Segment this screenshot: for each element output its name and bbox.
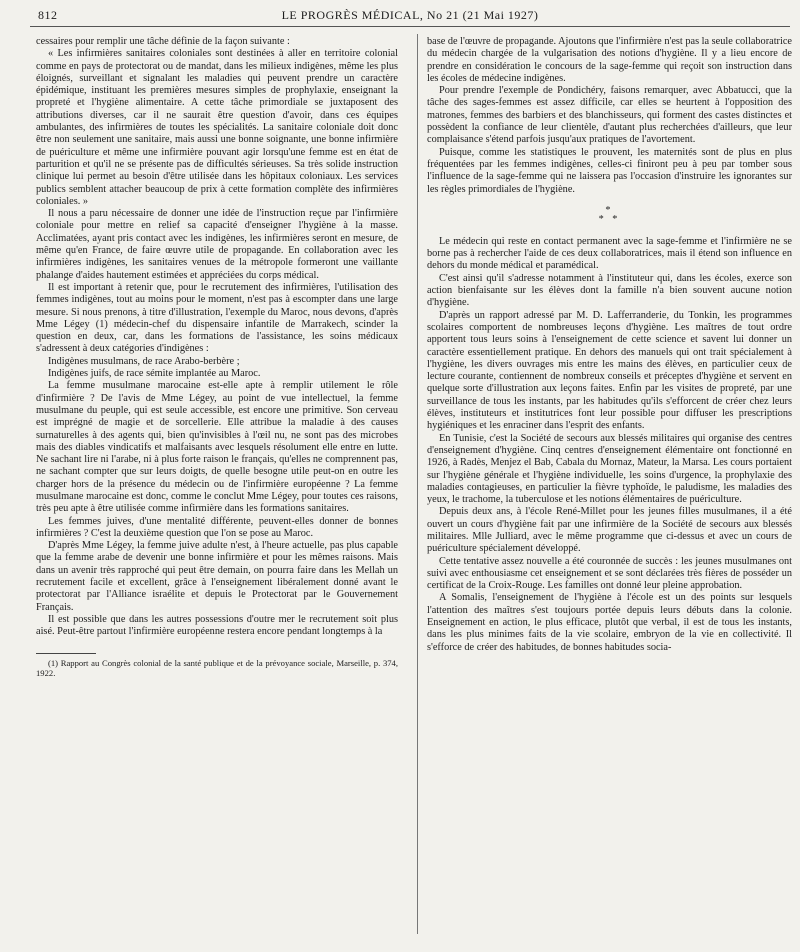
page-number: 812 [38, 8, 58, 22]
paragraph: Il est possible que dans les autres possessions d'outre mer le recrutement soit plus aisé. Peut-être partout l'infirmière européenne restera encore pendant longtemps à la [36, 613, 398, 638]
right-column [427, 36, 792, 654]
paragraph: « Les infirmières sanitaires coloniales sont destinées à aller en territoire colonial comme en pays de protectorat ou de mandat, dans les milieux indigènes, même les plus éloignés, surveillant et signalant les maladies qui peuvent prendre un caractère épidémique, instituant les premières mesures simples de prophylaxie, enseignant la propreté et l'hygiène alimentaire. A cette tâche primordiale se juxtaposent des attributions diverses, car il ne saurait être question d'avoir, dans ces équipes ambulantes, des infirmières de toutes les spécialités. La sanitaire coloniale doit donc être non seulement une sanitaire, mais aussi une bonne soignante, une bonne infirmière de puériculture et même une infirmière pouvant agir lorsqu'une femme est en état de parturition et qu'il ne se présente pas de difficultés sérieuses. Sa très solide instruction clinique lui permet au besoin d'être utilisée dans les hôpitaux coloniaux. Les services publics semblent attacher beaucoup de prix à cette formation complète des infirmières coloniales. » [36, 48, 398, 207]
paragraph: Puisque, comme les statistiques le prouvent, les maternités sont de plus en plus fréquentées par les femmes indigènes, celles-ci finiront peu à peu par tomber sous l'influence de la sage-femme qui ne laissera pas l'occasion d'instruire les ignorantes sur les règles primordiales de l'hygiène. [427, 146, 792, 195]
paragraph: Cette tentative assez nouvelle a été couronnée de succès : les jeunes musulmanes ont suivi avec enthousiasme cet enseignement et se sont déclarées très fières de posséder un certificat de la Croix-Rouge. Les familles ont donné leur pleine approbation. [427, 555, 792, 592]
footnote: (1) Rapport au Congrès colonial de la santé publique et de la prévoyance sociale, Marseille, p. 374, 1922. [36, 657, 398, 678]
paragraph: Depuis deux ans, à l'école René-Millet pour les jeunes filles musulmanes, il a été ouvert un cours d'hygiène fait par une infirmière de la Société de secours aux blessés militaires. Mlle Julliard, avec le même programme que ci-dessus et avec un cours de puériculture spécialement développé. [427, 506, 792, 555]
paragraph: A Somalis, l'enseignement de l'hygiène à l'école est un des points sur lesquels l'attention des maîtres s'est toujours portée depuis leurs débuts dans la colonie. Enseignement en action, le plus efficace, plutôt que verbal, il est de tous les instants, dans les plus minimes faits de la vie scolaire, embryon de la vie en collectivité. Il s'efforce de créer des habitudes, de bonnes habitudes socia- [427, 592, 792, 653]
journal-title: LE PROGRÈS MÉDICAL, No 21 (21 Mai 1927) [281, 8, 539, 22]
page-header [30, 4, 790, 27]
footnote-rule [36, 653, 96, 654]
paragraph: Il nous a paru nécessaire de donner une idée de l'instruction reçue par l'infirmière coloniale pour mettre en relief sa capacité d'enseigner l'hygiène à la masse. Acclimatées, ayant pris contact avec les indigènes, les infirmières seront en mesure, de même qu'en France, de faire œuvre utile de propagande. En collaboration avec les infirmières indigènes, les sanitaires venues de la métropole formeront une vaillante phalange d'aides hautement estimées et appréciées du corps médical. [36, 208, 398, 281]
left-column [36, 36, 398, 678]
list-item: Indigènes musulmans, de race Arabo-berbère ; [48, 355, 240, 367]
paragraph: D'après un rapport adressé par M. D. Lafferranderie, du Tonkin, les programmes scolaires comportent de nombreuses leçons d'hygiène. Les maîtres de tout ordre apportent tous leurs soins à l'enseignement de cette science et savent lui donner un caractère essentiellement pratique. En dehors des manuels qui ont trait spécialement à l'hygiène, les divers ouvrages mis entre les mains des élèves, en particulier ceux de lecture courante, contiennent de nombreux conseils et préceptes d'hygiène et servent en quelque sorte d'illustration aux leçons faites. Enfin par les visites de propreté, par une surveillance de tous les instants, par les habitudes qu'ils s'efforcent de créer chez leurs élèves, instituteurs et institutrices font leur possible pour diffuser les prescriptions hygiéniques et les enraciner dans l'esprit des enfants. [427, 309, 792, 432]
paragraph: base de l'œuvre de propagande. Ajoutons que l'infirmière n'est pas la seule collaboratrice du médecin chargée de la vulgarisation des notions d'hygiène. Il y a lieu encore de prendre en considération le concours de la sage-femme qui reçoit son instruction dans les écoles de médecine indigènes. [427, 36, 792, 84]
paragraph: Les femmes juives, d'une mentalité différente, peuvent-elles donner de bonnes infirmières ? C'est la deuxième question que l'on se pose au Maroc. [36, 515, 398, 539]
paragraph: La femme musulmane marocaine est-elle apte à remplir utilement le rôle d'infirmière ? De l'avis de Mme Légey, au point de vue intellectuel, la femme musulmane du peuple, qui est seule accessible, est encore une primitive. Son cerveau est imprégné de magie et de sorcellerie. Elle attribue la maladie à des causes surnaturelles à des agents qui, bien qu'invisibles à l'œil nu, ne sont pas des microbes mais des diables vindicatifs et malfaisants avec lesquels résolument elle entre en lutte. Ne sachant lire ni l'arabe, ni à plus forte raison le français, qu'elles ne comprennent pas, ne sachant compter que sur leurs doigts, de quelle besogne utile peut-on en outre les charger hors de la présence du médecin ou de l'infirmière européenne ? La femme musulmane marocaine est donc, comme le conclut Mme Légey, pour toutes ces raisons, très peu apte à être utilisée comme infirmière dans les formations sanitaires. [36, 380, 398, 515]
paragraph: D'après Mme Légey, la femme juive adulte n'est, à l'heure actuelle, pas plus capable que la femme arabe de devenir une bonne infirmière et pour les mêmes raisons. Mais dans un avenir très rapproché qui peut être demain, on pourra faire dans les Mellah un recrutement facile et excellent, grâce à l'enseignement libéralement donné avant le protectorat par l'Alliance israélite et depuis le Protectorat par le Gouvernement Français. [36, 540, 398, 613]
list-item: Indigènes juifs, de race sémite implantée au Maroc. [48, 368, 261, 380]
paragraph: Il est important à retenir que, pour le recrutement des infirmières, l'utilisation des femmes indigènes, tout au moins pour le moment, n'est pas à escompter dans une large mesure. Si nous prenons, à titre d'illustration, l'exemple du Maroc, nous devons, d'après Mme Légey (1) médecin-chef du dispensaire infantile de Marrakech, scinder la question en deux, car, dans les formations de l'assistance, les soins médicaux s'adressent à deux catégories d'indigènes : [36, 281, 398, 355]
paragraph: Le médecin qui reste en contact permanent avec la sage-femme et l'infirmière ne se borne pas à rechercher l'aide de ces deux collaboratrices, mais il étend son influence en dehors du monde médical et paramédical. [427, 235, 792, 272]
paragraph: cessaires pour remplir une tâche définie de la façon suivante : [36, 36, 290, 47]
paragraph: Pour prendre l'exemple de Pondichéry, faisons remarquer, avec Abbatucci, que la tâche des sages-femmes est assez difficile, car elles se heurtent à l'opposition des matrones, femmes des barbiers et des blanchisseurs, qui forment des castes distinctes et possèdent la confiance de leur clientèle, d'autant plus recherchées d'ailleurs, que leur complaisance s'étend parfois jusqu'aux pratiques de l'avortement. [427, 85, 792, 146]
section-separator: * * * [598, 204, 621, 225]
paragraph: C'est ainsi qu'il s'adresse notamment à l'instituteur qui, dans les écoles, exerce son action bienfaisante sur les élèves dont la famille n'a bien souvent aucune notion d'hygiène. [427, 272, 792, 309]
column-divider [417, 34, 418, 934]
paragraph: En Tunisie, c'est la Société de secours aux blessés militaires qui organise des centres d'enseignement d'hygiène. Cinq centres d'enseignement élémentaire ont fonctionné en 1926, à Radès, Menjez el Bab, Cabala du Mornaz, Mateur, la Marsa. Les cours portaient sur l'hygiène générale et l'hygiène individuelle, les soins d'urgence, la prophylaxie des maladies contagieuses, en particulier la fièvre typhoïde, le paludisme, les maladies des yeux, le trachome, la tuberculose et les notions élémentaires de puériculture. [427, 432, 792, 506]
